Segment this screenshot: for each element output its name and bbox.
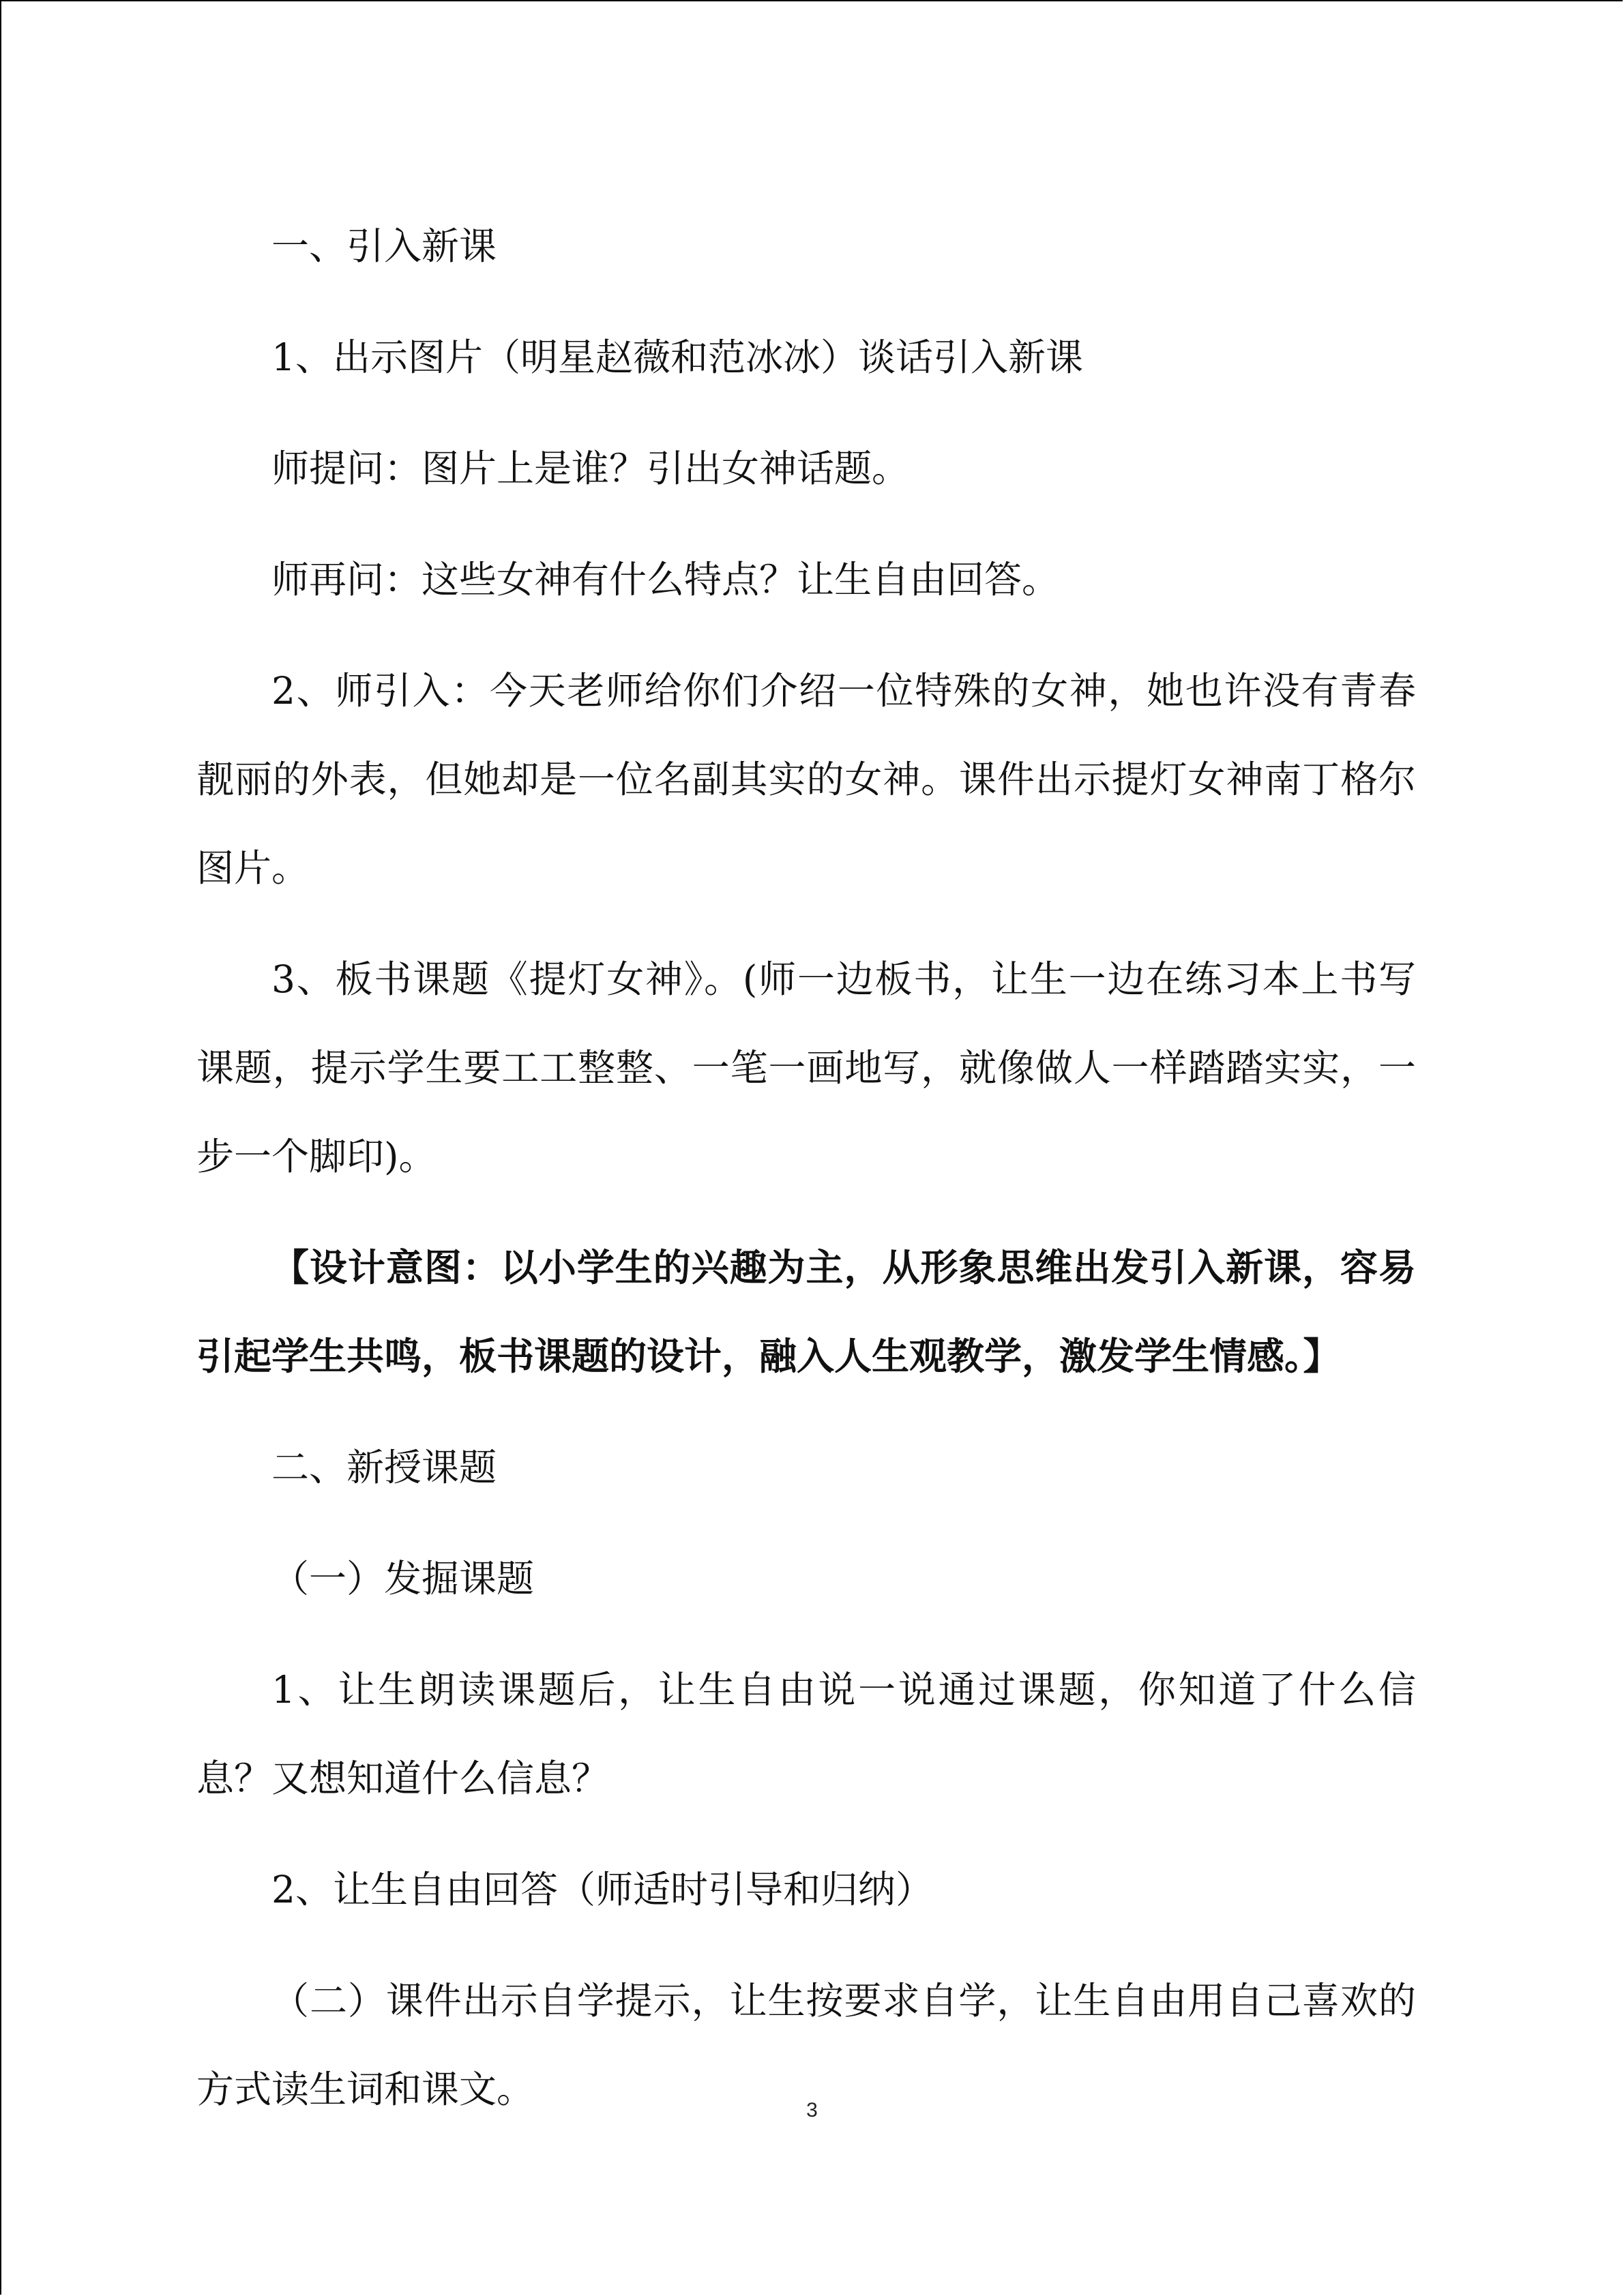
paragraph-read-title: 1、让生朗读课题后，让生自由说一说通过课题，你知道了什么信息？又想知道什么信息？ — [196, 1668, 1416, 1800]
document-body — [196, 202, 1416, 2134]
paragraph-teacher-question: 师提问：图片上是谁？引出女神话题。 — [271, 447, 910, 490]
subheading-explore-title: （一）发掘课题 — [271, 1557, 535, 1600]
paragraph-free-answer: 2、让生自由回答（师适时引导和归纳） — [271, 1868, 933, 1911]
paragraph-board-title: 3、板书课题《提灯女神》。(师一边板书，让生一边在练习本上书写课题，提示学生要工工整整、一笔一画地写，就像做人一样踏踏实实，一步一个脚印)。 — [196, 957, 1416, 1178]
paragraph-show-pictures: 1、出示图片（明星赵薇和范冰冰）谈话引入新课 — [271, 336, 1083, 379]
paragraph-teacher-introduction: 2、师引入：今天老师给你们介绍一位特殊的女神，她也许没有青春靓丽的外表，但她却是一位名副其实的女神。课件出示提灯女神南丁格尔图片。 — [196, 669, 1416, 890]
page-number: 3 — [806, 2099, 818, 2121]
paragraph-design-intent: 【设计意图：以小学生的兴趣为主，从形象思维出发引入新课，容易引起学生共鸣，板书课题的设计，融入人生观教学，激发学生情感。】 — [196, 1246, 1416, 1378]
heading-new-lesson: 二、新授课题 — [271, 1446, 497, 1489]
paragraph-self-study: （二）课件出示自学提示，让生按要求自学，让生自由用自己喜欢的方式读生词和课文。 — [196, 1979, 1416, 2111]
paragraph-teacher-second-question: 师再问：这些女神有什么特点？让生自由回答。 — [271, 558, 1060, 601]
heading-intro-new-lesson: 一、引入新课 — [271, 224, 497, 268]
